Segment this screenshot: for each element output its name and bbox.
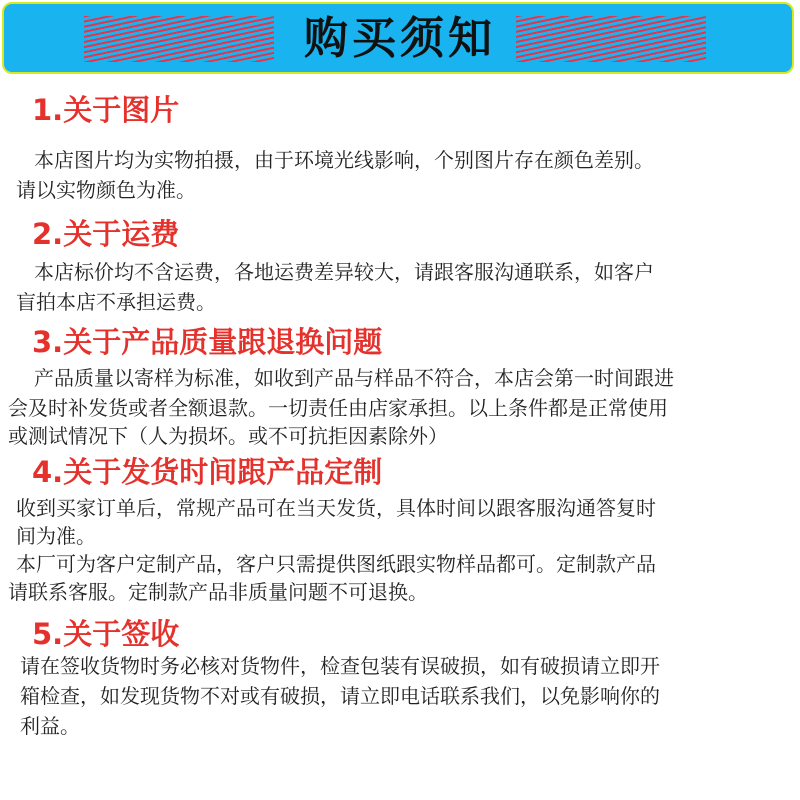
section-text-line: 会及时补发货或者全额退款。一切责任由店家承担。以上条件都是正常使用 <box>8 396 668 420</box>
section-text-line: 产品质量以寄样为标准，如收到产品与样品不符合，本店会第一时间跟进 <box>34 366 674 390</box>
section-text-line: 盲拍本店不承担运费。 <box>16 290 216 314</box>
page-title: 购买须知 <box>304 13 496 64</box>
section-text-line: 利益。 <box>20 714 80 738</box>
decorative-stripes-right <box>516 16 706 62</box>
decorative-stripes-left <box>84 16 274 62</box>
section-text-line: 本店图片均为实物拍摄，由于环境光线影响，个别图片存在颜色差别。 <box>34 148 654 172</box>
section-title: 2.关于运费 <box>32 217 180 251</box>
section-title: 5.关于签收 <box>32 617 180 651</box>
section-title: 1.关于图片 <box>32 93 180 127</box>
section-text-line: 请联系客服。定制款产品非质量问题不可退换。 <box>8 580 428 604</box>
section-text-line: 请在签收货物时务必核对货物件，检查包装有误破损，如有破损请立即开 <box>20 654 660 678</box>
section-text-line: 或测试情况下（人为损坏。或不可抗拒因素除外） <box>8 424 448 448</box>
header-banner <box>2 2 794 74</box>
section-text-line: 收到买家订单后，常规产品可在当天发货，具体时间以跟客服沟通答复时 <box>16 496 656 520</box>
section-text-line: 本店标价均不含运费，各地运费差异较大，请跟客服沟通联系，如客户 <box>34 260 654 284</box>
section-text-line: 箱检查，如发现货物不对或有破损，请立即电话联系我们，以免影响你的 <box>20 684 660 708</box>
section-text-line: 本厂可为客户定制产品，客户只需提供图纸跟实物样品都可。定制款产品 <box>16 552 656 576</box>
section-title: 4.关于发货时间跟产品定制 <box>32 455 383 489</box>
section-text-line: 间为准。 <box>16 524 96 548</box>
section-text-line: 请以实物颜色为准。 <box>16 178 196 202</box>
section-title: 3.关于产品质量跟退换问题 <box>32 325 383 359</box>
